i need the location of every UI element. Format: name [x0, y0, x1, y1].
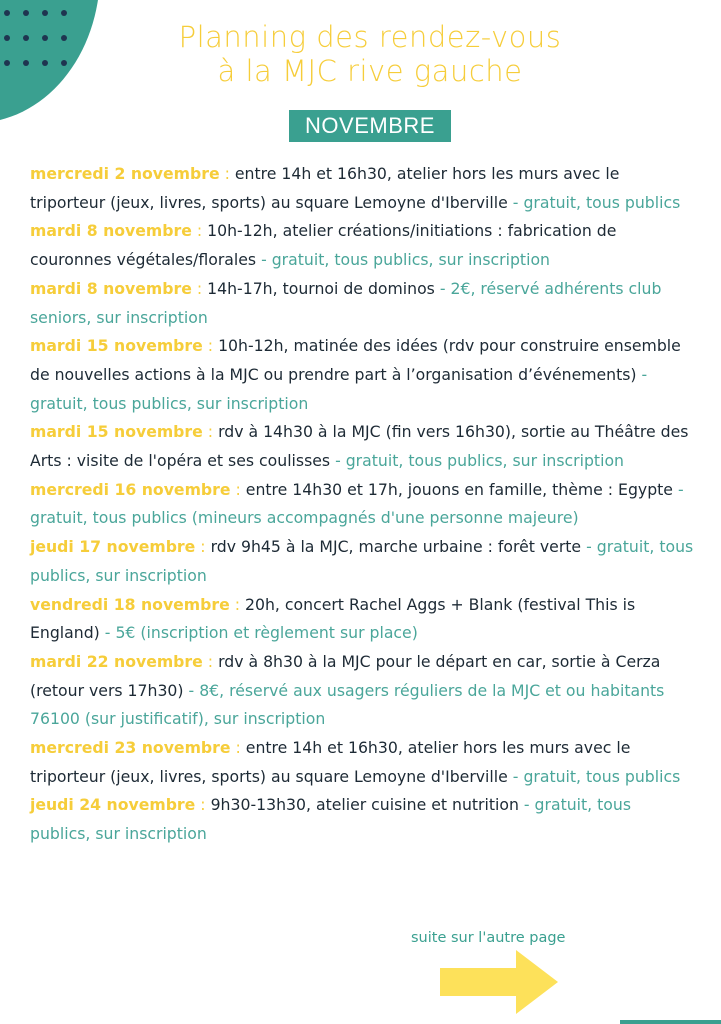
event-item — [30, 734, 694, 791]
info-separator: - — [256, 250, 272, 270]
event-date: jeudi 17 novembre — [30, 537, 196, 557]
event-date: mardi 8 novembre — [30, 278, 192, 298]
info-separator: - — [434, 278, 451, 298]
event-date: mercredi 16 novembre — [30, 479, 231, 499]
dot — [61, 35, 67, 41]
date-separator: : — [229, 594, 246, 614]
event-date: mardi 8 novembre — [30, 221, 192, 241]
event-info: gratuit, tous publics — [523, 192, 681, 212]
event-date: jeudi 24 novembre — [30, 795, 196, 815]
info-separator: - — [518, 795, 535, 815]
date-separator: : — [202, 422, 219, 442]
info-separator: - — [672, 479, 684, 499]
event-item — [30, 791, 694, 848]
arrow-right-icon — [440, 950, 558, 1014]
info-separator: - — [507, 766, 524, 786]
event-date: mardi 15 novembre — [30, 422, 203, 442]
info-separator: - — [330, 451, 346, 471]
date-separator: : — [230, 479, 246, 499]
event-date: vendredi 18 novembre — [30, 594, 230, 614]
event-description: 10h-12h, atelier créations/initiations : fabrication de couronnes végétales/florales — [30, 221, 617, 270]
event-item — [30, 418, 694, 475]
event-item — [30, 332, 694, 418]
dot — [42, 60, 48, 66]
dot — [23, 35, 29, 41]
event-info: gratuit, tous publics, sur inscription — [30, 537, 694, 585]
event-info: gratuit, tous publics, sur inscription — [30, 795, 632, 844]
decorative-corner-line — [620, 1020, 721, 1024]
event-item — [30, 275, 694, 332]
date-separator: : — [191, 278, 208, 298]
event-description: entre 14h30 et 17h, jouons en famille, thème : Egypte — [245, 479, 673, 499]
date-separator: : — [230, 738, 246, 758]
event-item — [30, 648, 694, 734]
date-separator: : — [191, 221, 208, 241]
dot — [4, 60, 10, 66]
event-item — [30, 533, 694, 590]
dot — [23, 60, 29, 66]
dot — [61, 10, 67, 16]
event-description: rdv à 8h30 à la MJC pour le départ en car, sortie à Cerza (retour vers 17h30) — [30, 651, 661, 700]
event-info: gratuit, tous publics — [523, 766, 681, 786]
info-separator: - — [507, 192, 524, 212]
event-info: 8€, réservé aux usagers réguliers de la MJC et ou habitants 76100 (sur justificatif), sur inscription — [30, 680, 665, 729]
event-item — [30, 217, 694, 274]
event-date: mercredi 2 novembre — [30, 164, 220, 183]
event-description: rdv à 14h30 à la MJC (fin vers 16h30), sortie au Théâtre des Arts : visite de l'opéra et ses coulisses — [30, 422, 689, 471]
info-separator: - — [636, 364, 648, 384]
date-separator: : — [195, 537, 211, 557]
page-title — [120, 20, 620, 88]
decorative-dots — [0, 0, 110, 80]
month-badge: NOVEMBRE — [289, 110, 451, 142]
date-separator: : — [202, 651, 219, 671]
next-page-label: suite sur l'autre page — [411, 930, 566, 946]
title-line-1: Planning des rendez-vous — [178, 20, 562, 54]
title-line-2: à la MJC rive gauche — [217, 54, 523, 88]
event-description: 14h-17h, tournoi de dominos — [207, 278, 435, 298]
event-item — [30, 591, 694, 648]
event-item — [30, 476, 694, 533]
event-info: gratuit, tous publics, sur inscription — [271, 250, 550, 270]
event-description: 20h, concert Rachel Aggs + Blank (festival This is England) — [30, 594, 636, 643]
dot — [61, 60, 67, 66]
event-info: gratuit, tous publics, sur inscription — [30, 393, 309, 413]
event-info: 5€ (inscription et règlement sur place) — [115, 623, 418, 643]
info-separator: - — [581, 537, 597, 557]
dot — [42, 35, 48, 41]
dot — [42, 10, 48, 16]
event-info: gratuit, tous publics (mineurs accompagnés d'une personne majeure) — [30, 508, 579, 528]
event-description: entre 14h et 16h30, atelier hors les murs avec le triporteur (jeux, livres, sports) au square Lemoyne d'Iberville — [30, 164, 620, 212]
event-date: mardi 15 novembre — [30, 336, 203, 356]
event-description: rdv 9h45 à la MJC, marche urbaine : forêt verte — [210, 537, 582, 557]
events-list — [30, 160, 694, 849]
date-separator: : — [202, 336, 219, 356]
event-date: mardi 22 novembre — [30, 651, 203, 671]
info-separator: - — [183, 680, 200, 700]
event-description: entre 14h et 16h30, atelier hors les murs avec le triporteur (jeux, livres, sports) au square Lemoyne d'Iberville — [30, 738, 631, 786]
event-item — [30, 160, 694, 217]
event-description: 10h-12h, matinée des idées (rdv pour construire ensemble de nouvelles actions à la MJC ou prendre part à l’organisation d’événements) — [30, 336, 681, 384]
event-description: 9h30-13h30, atelier cuisine et nutrition — [210, 795, 519, 815]
date-separator: : — [195, 795, 211, 815]
info-separator: - — [99, 623, 116, 643]
dot — [4, 10, 10, 16]
date-separator: : — [219, 164, 235, 183]
event-info: 2€, réservé adhérents club seniors, sur inscription — [30, 278, 662, 327]
event-date: mercredi 23 novembre — [30, 738, 231, 758]
dot — [23, 10, 29, 16]
dot — [4, 35, 10, 41]
event-info: gratuit, tous publics, sur inscription — [345, 451, 624, 471]
